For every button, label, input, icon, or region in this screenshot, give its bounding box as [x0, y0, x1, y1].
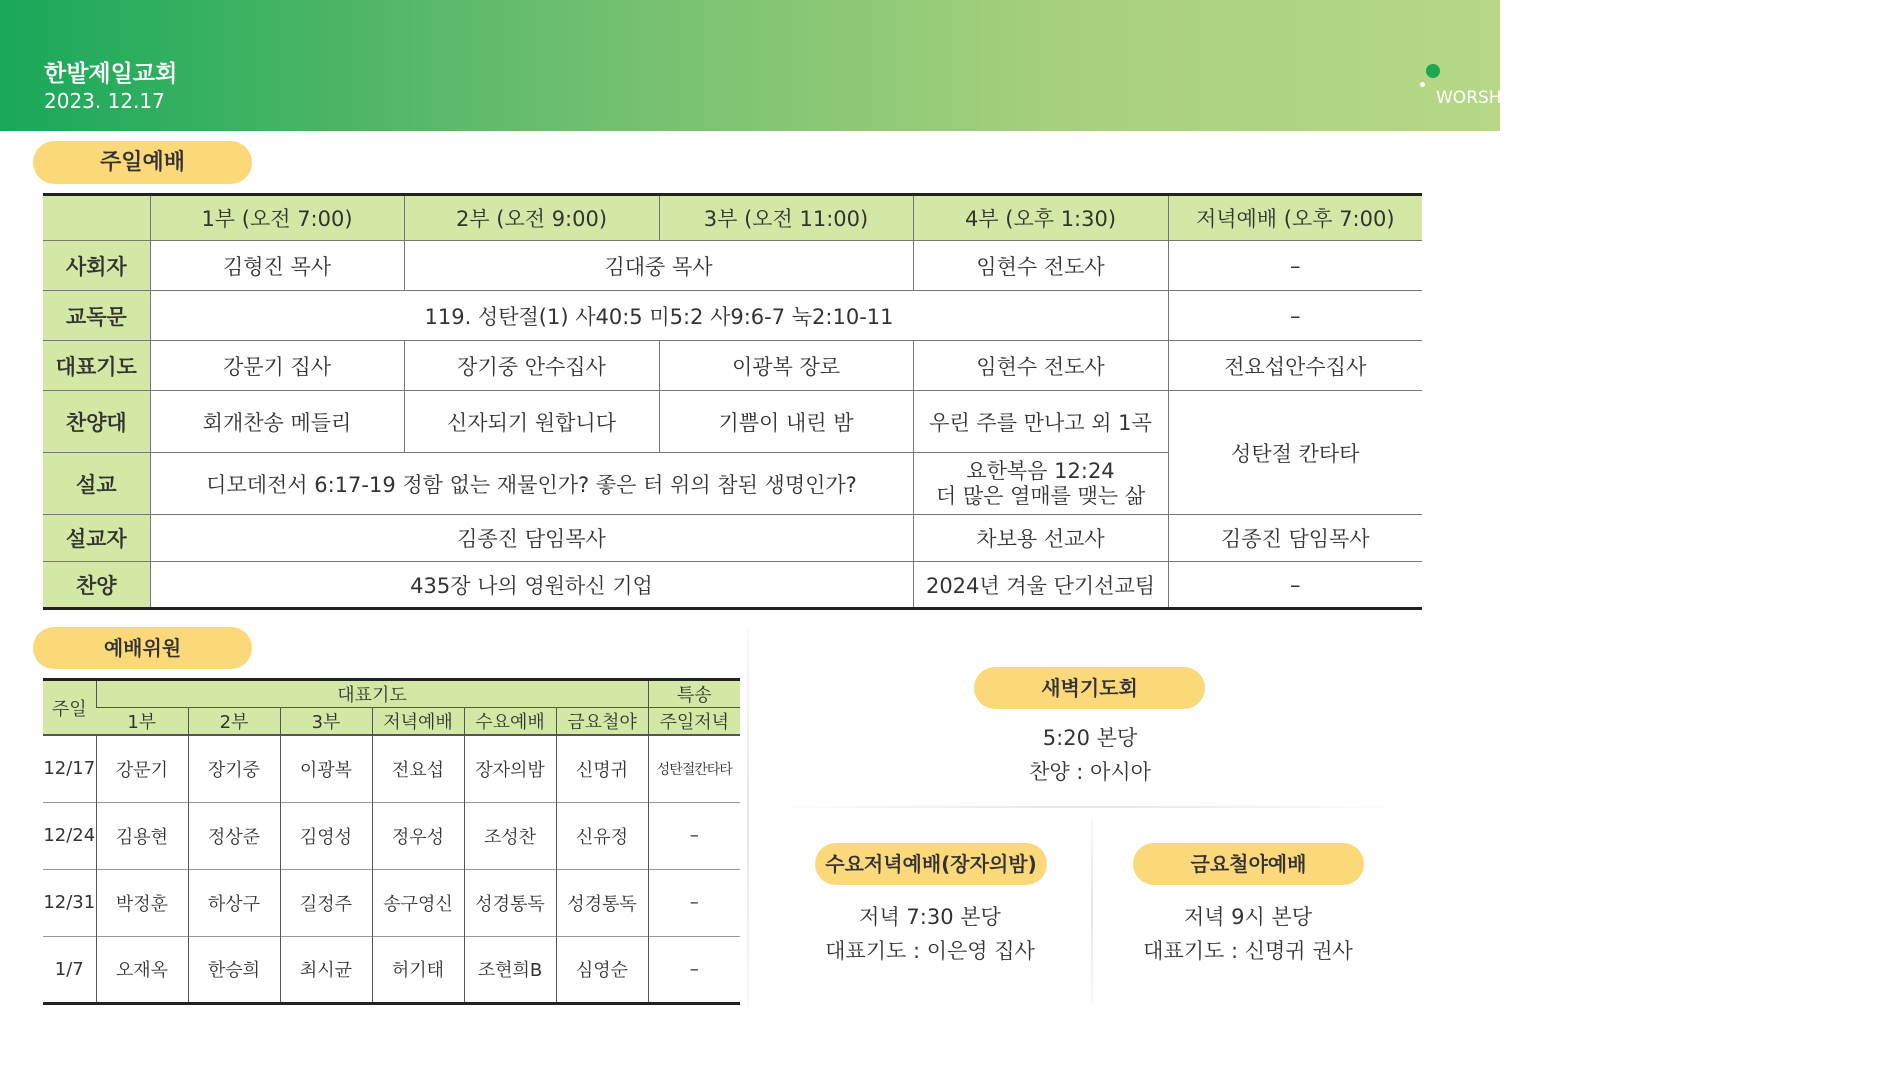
table-row	[43, 869, 740, 936]
table-row-preacher	[43, 515, 1422, 562]
table-cell: 김형진 목사	[150, 241, 404, 291]
friday-worship-info	[1098, 900, 1398, 968]
committee-header-row	[43, 680, 740, 708]
table-cell: 정우성	[372, 802, 464, 869]
column-header: 4부 (오후 1:30)	[913, 195, 1168, 241]
row-header: 사회자	[43, 241, 150, 291]
table-cell: 119. 성탄절(1) 사40:5 미5:2 사9:6-7 눅2:10-11	[150, 291, 1168, 341]
sermon-title: 더 많은 열매를 맺는 삶	[935, 483, 1146, 508]
table-cell: 김대중 목사	[404, 241, 913, 291]
column-header: 금요철야	[556, 708, 648, 736]
table-cell: 장자의밤	[464, 735, 556, 802]
sermon-scripture: 요한복음 12:24	[966, 458, 1115, 483]
friday-worship-label: 금요철야예배	[1133, 843, 1364, 885]
table-cell: 차보용 선교사	[913, 515, 1168, 562]
table-row	[43, 936, 740, 1003]
column-header: 1부 (오전 7:00)	[150, 195, 404, 241]
table-cell: 김용현	[96, 802, 188, 869]
committee-table	[43, 678, 740, 1005]
worship-label: WORSHIP	[1436, 88, 1517, 108]
table-cell: 박정훈	[96, 869, 188, 936]
page-title: 예배순서 및 예배위원	[1540, 75, 1897, 119]
wednesday-time: 저녁 7:30 본당	[859, 905, 1001, 929]
bulletin-date: 2023. 12.17	[44, 89, 165, 113]
table-header-row	[43, 195, 1422, 241]
column-group-header: 대표기도	[96, 680, 648, 708]
table-cell: –	[1168, 241, 1422, 291]
corner-cell	[43, 195, 150, 241]
row-header: 교독문	[43, 291, 150, 341]
table-cell: 회개찬송 메들리	[150, 391, 404, 453]
table-cell: 정상준	[188, 802, 280, 869]
row-header: 찬양대	[43, 391, 150, 453]
row-header: 설교	[43, 453, 150, 515]
small-dot-icon	[1420, 82, 1425, 87]
column-header: 3부	[280, 708, 372, 736]
column-header: 2부 (오전 9:00)	[404, 195, 659, 241]
table-cell: 김영성	[280, 802, 372, 869]
page-header	[0, 0, 1897, 131]
sunday-worship-label: 주일예배	[33, 141, 252, 184]
column-header: 수요예배	[464, 708, 556, 736]
table-cell: 기쁨이 내린 밤	[659, 391, 913, 453]
dawn-prayer-label: 새벽기도회	[974, 667, 1205, 709]
table-row-hymn	[43, 562, 1422, 609]
wednesday-worship-info	[780, 900, 1080, 968]
table-cell: 신유정	[556, 802, 648, 869]
table-cell: 성탄절 칸타타	[1168, 391, 1422, 515]
table-cell: 김종진 담임목사	[1168, 515, 1422, 562]
table-cell: 강문기	[96, 735, 188, 802]
column-header: 1부	[96, 708, 188, 736]
table-cell: –	[1168, 562, 1422, 609]
column-header: 3부 (오전 11:00)	[659, 195, 913, 241]
dawn-praise: 찬양 : 아시아	[1029, 760, 1151, 784]
table-cell: –	[648, 936, 740, 1003]
table-cell: 전요섭	[372, 735, 464, 802]
friday-time: 저녁 9시 본당	[1183, 905, 1313, 929]
table-cell: 강문기 집사	[150, 341, 404, 391]
row-header: 대표기도	[43, 341, 150, 391]
table-cell: 신명귀	[556, 735, 648, 802]
table-cell: 435장 나의 영원하신 기업	[150, 562, 913, 609]
table-cell: 장기중	[188, 735, 280, 802]
table-cell: 2024년 겨울 단기선교팀	[913, 562, 1168, 609]
table-cell: 장기중 안수집사	[404, 341, 659, 391]
column-header: 저녁예배	[372, 708, 464, 736]
dot-icon	[1426, 64, 1440, 78]
table-cell: 이광복	[280, 735, 372, 802]
table-cell: 조현희B	[464, 936, 556, 1003]
table-cell: 길정주	[280, 869, 372, 936]
table-cell: 성탄절칸타타	[648, 735, 740, 802]
table-cell: 허기태	[372, 936, 464, 1003]
row-header: 찬양	[43, 562, 150, 609]
column-header: 주일저녁	[648, 708, 740, 736]
column-header: 2부	[188, 708, 280, 736]
row-date: 12/24	[43, 802, 96, 869]
table-cell: 신자되기 원합니다	[404, 391, 659, 453]
table-cell: 이광복 장로	[659, 341, 913, 391]
church-name: 한밭제일교회	[44, 61, 178, 87]
committee-label: 예배위원	[33, 627, 252, 669]
table-cell: 성경통독	[556, 869, 648, 936]
table-row	[43, 735, 740, 802]
table-row-reading	[43, 291, 1422, 341]
row-date: 1/7	[43, 936, 96, 1003]
table-cell	[913, 453, 1168, 515]
dawn-time: 5:20 본당	[1042, 726, 1138, 750]
row-date: 12/17	[43, 735, 96, 802]
table-cell: 임현수 전도사	[913, 341, 1168, 391]
table-cell: 하상구	[188, 869, 280, 936]
horizontal-divider	[790, 806, 1385, 808]
committee-subheader-row	[43, 708, 740, 736]
table-cell: 조성찬	[464, 802, 556, 869]
table-cell: 송구영신	[372, 869, 464, 936]
row-header: 설교자	[43, 515, 150, 562]
table-cell: 심영순	[556, 936, 648, 1003]
wednesday-worship-label: 수요저녁예배(장자의밤)	[815, 843, 1047, 885]
table-cell: 전요섭안수집사	[1168, 341, 1422, 391]
column-group-header: 특송	[648, 680, 740, 708]
table-cell: 성경통독	[464, 869, 556, 936]
dawn-prayer-info	[940, 721, 1240, 789]
column-header: 주일	[43, 680, 96, 736]
vertical-divider	[1091, 818, 1093, 1003]
table-row-prayer	[43, 341, 1422, 391]
wednesday-prayer: 대표기도 : 이은영 집사	[825, 939, 1035, 963]
friday-prayer: 대표기도 : 신명귀 권사	[1143, 939, 1353, 963]
column-header: 저녁예배 (오후 7:00)	[1168, 195, 1422, 241]
table-cell: 우린 주를 만나고 외 1곡	[913, 391, 1168, 453]
table-cell: –	[648, 802, 740, 869]
table-row-choir	[43, 391, 1422, 453]
table-cell: 디모데전서 6:17-19 정함 없는 재물인가? 좋은 터 위의 참된 생명인가?	[150, 453, 913, 515]
sunday-worship-table	[43, 193, 1422, 610]
table-cell: 오재옥	[96, 936, 188, 1003]
table-cell: 최시균	[280, 936, 372, 1003]
table-cell: 한승희	[188, 936, 280, 1003]
table-cell: –	[648, 869, 740, 936]
table-cell: 임현수 전도사	[913, 241, 1168, 291]
row-date: 12/31	[43, 869, 96, 936]
table-cell: –	[1168, 291, 1422, 341]
table-row-leader	[43, 241, 1422, 291]
table-cell: 김종진 담임목사	[150, 515, 913, 562]
vertical-divider	[747, 628, 749, 1008]
table-row	[43, 802, 740, 869]
